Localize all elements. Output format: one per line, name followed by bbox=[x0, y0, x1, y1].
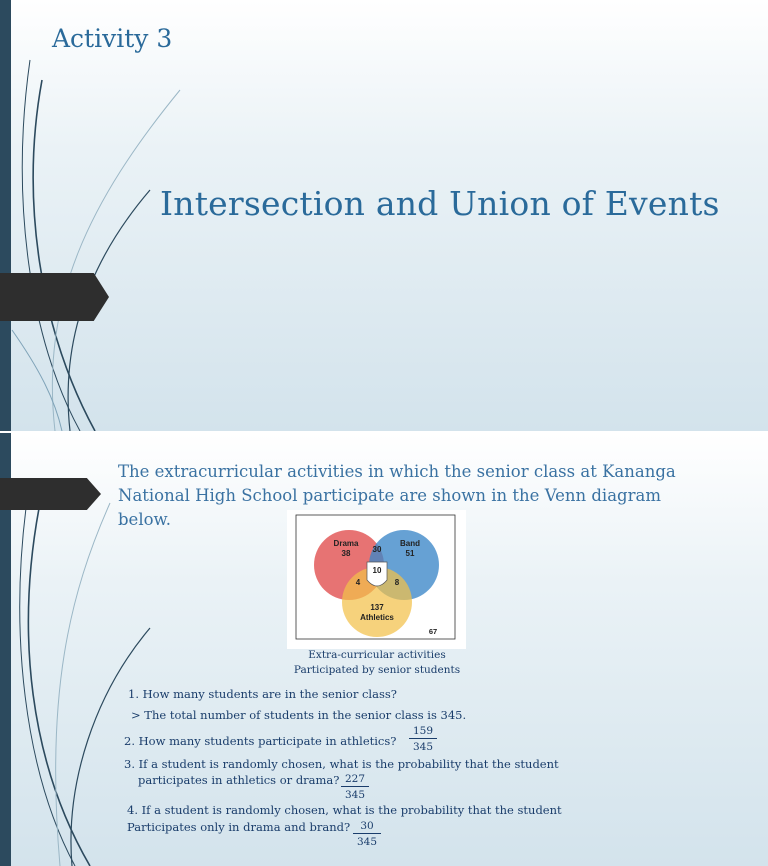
arrow-tab bbox=[0, 273, 109, 321]
question-3-line-1: 3. If a student is randomly chosen, what is the probability that the student bbox=[124, 757, 559, 771]
answer-2-fraction bbox=[409, 725, 437, 753]
title-slide bbox=[0, 0, 768, 431]
fraction-numerator: 159 bbox=[409, 725, 437, 739]
fraction-denominator: 345 bbox=[412, 741, 434, 753]
band-value: 51 bbox=[405, 549, 415, 558]
fraction-denominator: 345 bbox=[344, 789, 366, 801]
answer-3-fraction bbox=[341, 773, 369, 801]
question-slide bbox=[0, 433, 768, 866]
intro-text: The extracurricular activities in which the senior class at Kananga National High School participate are shown in the Venn diagram below. bbox=[118, 462, 676, 529]
all-three-value: 10 bbox=[372, 566, 382, 575]
fraction-denominator: 345 bbox=[356, 836, 378, 848]
arrow-tab bbox=[0, 478, 101, 510]
outside-value: 67 bbox=[428, 627, 438, 636]
drama-athletics-value: 4 bbox=[355, 578, 361, 587]
drama-band-value: 30 bbox=[372, 545, 382, 554]
band-label: Band bbox=[400, 539, 420, 548]
main-title: Intersection and Union of Events bbox=[160, 184, 720, 223]
drama-label: Drama bbox=[333, 539, 359, 548]
question-1: 1. How many students are in the senior class? bbox=[128, 687, 397, 701]
caption-line-1: Extra-curricular activities bbox=[308, 649, 446, 661]
question-2: 2. How many students participate in athletics? bbox=[124, 734, 397, 748]
venn-diagram bbox=[287, 510, 466, 649]
answer-1: > The total number of students in the senior class is 345. bbox=[131, 708, 467, 722]
venn-caption bbox=[287, 648, 467, 678]
caption-line-2: Participated by senior students bbox=[293, 664, 461, 676]
drama-value: 38 bbox=[341, 549, 351, 558]
fraction-numerator: 30 bbox=[353, 820, 381, 834]
fraction-numerator: 227 bbox=[341, 773, 369, 787]
athletics-label: Athletics bbox=[360, 613, 394, 622]
question-3-line-2: participates in athletics or drama? bbox=[138, 773, 340, 787]
question-4-line-1: 4. If a student is randomly chosen, what is the probability that the student bbox=[127, 803, 562, 817]
answer-4-fraction bbox=[353, 820, 381, 848]
activity-title: Activity 3 bbox=[52, 24, 173, 53]
band-athletics-value: 8 bbox=[394, 578, 400, 587]
question-4-line-2: Participates only in drama and brand? bbox=[127, 820, 351, 834]
athletics-value: 137 bbox=[370, 603, 384, 612]
